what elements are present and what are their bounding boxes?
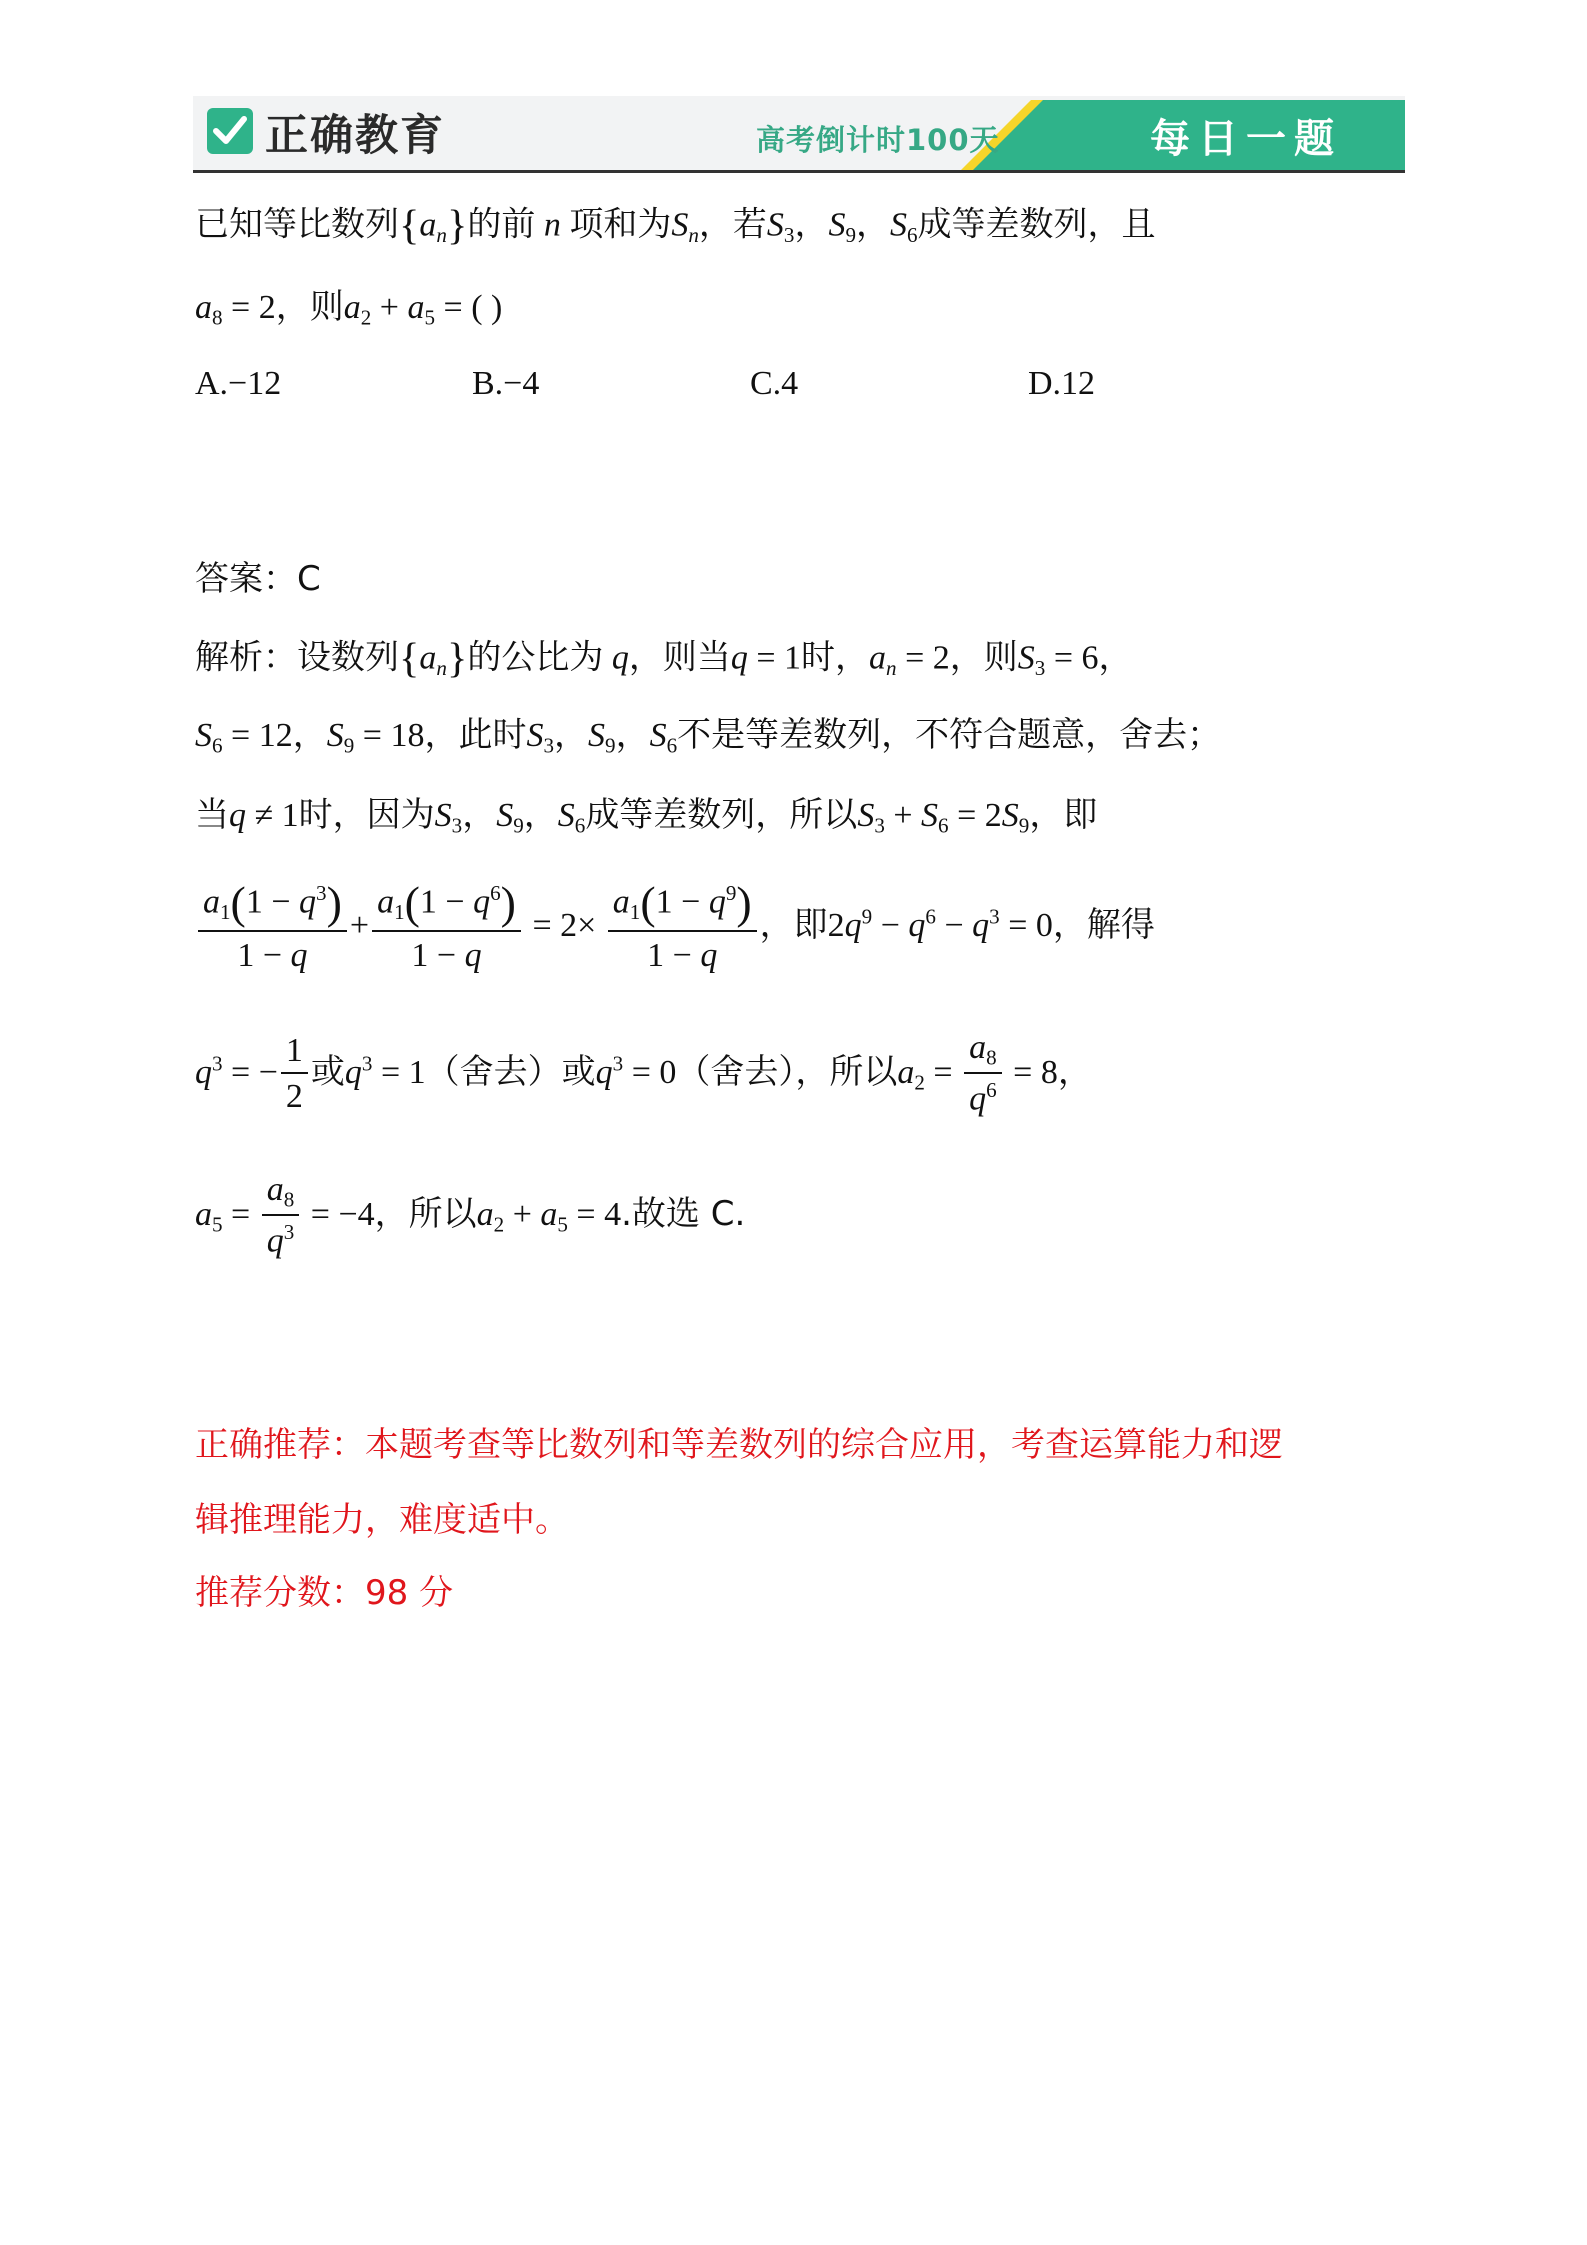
analysis-line-2: $S_6 = 12$，$S_9 = 18$，此时$S_3$，$S_9$，$S_6$不是等差数列，不符合题意，舍去； bbox=[195, 715, 1222, 758]
header-underline bbox=[193, 170, 1405, 173]
analysis-text: 或 bbox=[561, 1052, 596, 1093]
fraction: $\frac{a_8}{q^6}$ bbox=[964, 1030, 1002, 1117]
analysis-text: .故选 C. bbox=[621, 1194, 746, 1235]
analysis-text: （舍去） bbox=[425, 1052, 562, 1093]
countdown-text: 高考倒计时100天 bbox=[756, 123, 1000, 157]
comma: ， bbox=[1057, 1052, 1092, 1093]
answer-line: 答案：C bbox=[195, 559, 321, 599]
recommend-line-1: 正确推荐：本题考查等比数列和等差数列的综合应用，考查运算能力和逻 bbox=[195, 1425, 1283, 1465]
analysis-line-4: $\frac{a_1(1 - q^3)}{1 - q}$ + $\frac{a_1(1 - q^6)}{1 - q}$ = 2× $\frac{a_1(1 - q^9)}{1 - q}$ ，即$2q^9 - q^6 - q^3 = 0$，解得 bbox=[195, 880, 1155, 973]
option-a: A.−12 bbox=[195, 365, 282, 402]
analysis-line-3: 当q ≠ 1时，因为$S_3$，$S_9$，$S_6$成等差数列，所以$S_3 + S_6 = 2S_9$，即 bbox=[195, 795, 1098, 838]
analysis-text: 成等差数列，所以 bbox=[585, 795, 858, 835]
comma: ， bbox=[523, 795, 558, 835]
analysis-text: ，则当 bbox=[628, 637, 731, 678]
daily-question-title: 每日一题 bbox=[1150, 116, 1342, 162]
analysis-text: 或 bbox=[310, 1052, 345, 1093]
fraction: $\frac{1}{2}$ bbox=[281, 1034, 308, 1114]
logo-text: 正确教育 bbox=[265, 111, 445, 161]
analysis-text: ，此时 bbox=[424, 715, 527, 755]
math: { bbox=[399, 202, 420, 249]
analysis-text: 当 bbox=[195, 795, 229, 835]
analysis-text: 不是等差数列，不符合题意，舍去； bbox=[677, 715, 1222, 755]
question-text: ，若 bbox=[698, 204, 767, 245]
analysis-text: 时， bbox=[801, 637, 870, 678]
question-text: 成等差数列，且 bbox=[917, 204, 1156, 245]
analysis-text: ，解得 bbox=[1052, 904, 1155, 945]
question-line-2: $a_8 = 2$，则$a_2 + a_5$ = ( ) bbox=[195, 287, 503, 330]
header-banner bbox=[193, 96, 1405, 172]
analysis-label: 解析：设数列 bbox=[195, 637, 399, 678]
comma: ， bbox=[462, 795, 497, 835]
question-line-1: 已知等比数列$\{a_n\}$的前 n 项和为$S_n$，若$S_3$，$S_9$，$S_6$成等差数列，且 bbox=[195, 202, 1156, 249]
analysis-line-5: $q^3$ = − $\frac{1}{2}$ 或$q^3 = 1$（舍去）或$q^3 = 0$（舍去），所以$a_2$ = $\frac{a_8}{q^6}$ = 8， bbox=[195, 1029, 1092, 1119]
analysis-text: 时，因为 bbox=[298, 795, 435, 835]
analysis-text: ，所以 bbox=[374, 1194, 477, 1235]
comma: ， bbox=[794, 204, 829, 245]
option-b: B.−4 bbox=[472, 365, 540, 402]
analysis-text: ，所以 bbox=[795, 1052, 898, 1093]
fraction: $\frac{a_1(1 - q^9)}{1 - q}$ bbox=[608, 880, 757, 973]
comma: ， bbox=[615, 715, 650, 755]
fraction: $\frac{a_1(1 - q^6)}{1 - q}$ bbox=[372, 880, 521, 973]
comma: ， bbox=[554, 715, 589, 755]
fraction: $\frac{a_8}{q^3}$ bbox=[262, 1172, 300, 1259]
analysis-line-6: $a_5$ = $\frac{a_8}{q^3}$ = −4，所以$a_2 + a_5 = 4$.故选 C. bbox=[195, 1171, 746, 1261]
option-d: D.12 bbox=[1028, 365, 1096, 402]
recommend-score: 推荐分数：98 分 bbox=[195, 1573, 454, 1613]
comma: ， bbox=[1098, 637, 1133, 678]
question-text: ，则 bbox=[275, 287, 344, 327]
question-text: 项和为 bbox=[569, 204, 672, 245]
answer-blank: ( ) bbox=[471, 289, 503, 326]
question-text: 已知等比数列 bbox=[195, 204, 399, 245]
analysis-text: ，即 bbox=[759, 904, 828, 945]
option-c: C.4 bbox=[750, 365, 799, 402]
fraction: $\frac{a_1(1 - q^3)}{1 - q}$ bbox=[198, 880, 347, 973]
analysis-line-1: 解析：设数列$\{a_n\}$的公比为 q，则当q = 1时，$a_n = 2$，则$S_3 = 6$， bbox=[195, 635, 1133, 682]
comma: ， bbox=[856, 204, 890, 245]
logo-check-icon bbox=[207, 108, 253, 154]
comma: ， bbox=[292, 715, 327, 755]
analysis-text: 的公比为 bbox=[467, 637, 604, 678]
analysis-text: ，则 bbox=[949, 637, 1018, 678]
analysis-text: （舍去） bbox=[676, 1052, 796, 1093]
analysis-text: ，即 bbox=[1029, 795, 1098, 835]
recommend-line-2: 辑推理能力，难度适中。 bbox=[195, 1500, 569, 1540]
question-text: 的前 bbox=[467, 204, 536, 245]
